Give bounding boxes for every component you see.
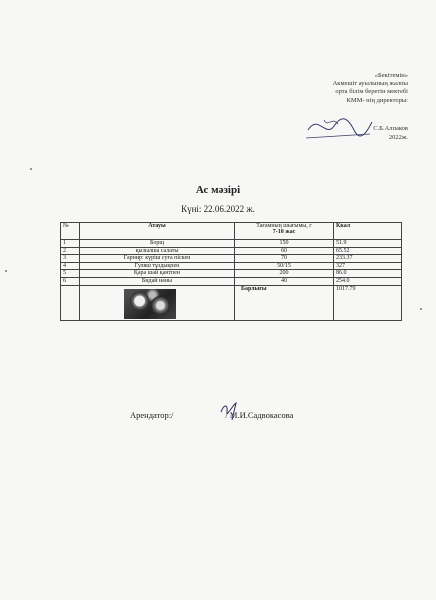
row-kcal: 86.0 [334, 270, 402, 278]
page-title: Ас мәзірі [195, 184, 241, 196]
header-num: № [61, 223, 80, 240]
header-output-label: Тағамның шығымы, г [256, 223, 312, 229]
header-output [235, 223, 334, 240]
meal-photo [124, 289, 176, 319]
row-kcal: 65.52 [334, 247, 402, 255]
row-output: 40 [235, 277, 334, 285]
row-kcal: 233.37 [334, 255, 402, 263]
row-output: 70 [235, 255, 334, 263]
row-num: 6 [61, 277, 80, 285]
lessee-signature [218, 400, 248, 422]
row-num: 4 [61, 262, 80, 270]
table-total-row [61, 285, 402, 320]
lessee-label: Арендатор:/ [130, 410, 174, 420]
approval-date: 2022ж. [388, 134, 408, 142]
header-kcal: Ккал [334, 223, 402, 240]
menu-date: Күні: 22.06.2022 ж. [181, 204, 255, 214]
approval-heading: «Бекітемін» [374, 72, 408, 79]
row-output: 60 [235, 247, 334, 255]
table-row [61, 255, 402, 263]
director-signature [304, 108, 374, 144]
row-num: 2 [61, 247, 80, 255]
meal-photo-cell [80, 285, 235, 320]
row-name: Бидай наны [80, 277, 235, 285]
table-row [61, 247, 402, 255]
footer-signature-line [130, 410, 293, 420]
row-kcal: 327 [334, 262, 402, 270]
lessee-name: / М.И.Садвокасова [225, 410, 294, 420]
total-kcal: 1017.79 [334, 285, 402, 320]
table-row [61, 240, 402, 248]
row-output: 50/15 [235, 262, 334, 270]
table-row [61, 270, 402, 278]
table-header-row [61, 223, 402, 240]
row-name: Гуляш тұздықпен [80, 262, 235, 270]
table-row [61, 277, 402, 285]
table-row [61, 262, 402, 270]
row-output: 150 [235, 240, 334, 248]
total-label: Барлығы [235, 285, 334, 320]
row-num: 3 [61, 255, 80, 263]
header-age: 7-10 жас [272, 229, 296, 236]
speck [420, 308, 422, 310]
row-name: Борщ [80, 240, 235, 248]
speck [30, 168, 32, 170]
row-kcal: 51.9 [334, 240, 402, 248]
menu-table [60, 222, 402, 321]
row-num: 5 [61, 270, 80, 278]
row-name: қызылша салаты [80, 247, 235, 255]
row-output: 200 [235, 270, 334, 278]
approval-line: орта білім беретін мектебі [335, 88, 408, 96]
approval-line: КММ- нің директоры: [346, 96, 408, 104]
row-name: Гарнир: күріш суға піскен [80, 255, 235, 263]
row-name: Қара шай қантпен [80, 270, 235, 278]
header-name: Атауы [80, 223, 235, 240]
speck [5, 270, 7, 272]
approval-line: Акмешіт ауылының жалпы [332, 80, 408, 88]
row-num: 1 [61, 240, 80, 248]
row-kcal: 254.0 [334, 277, 402, 285]
director-name: С.Б.Алпаков [373, 124, 408, 132]
